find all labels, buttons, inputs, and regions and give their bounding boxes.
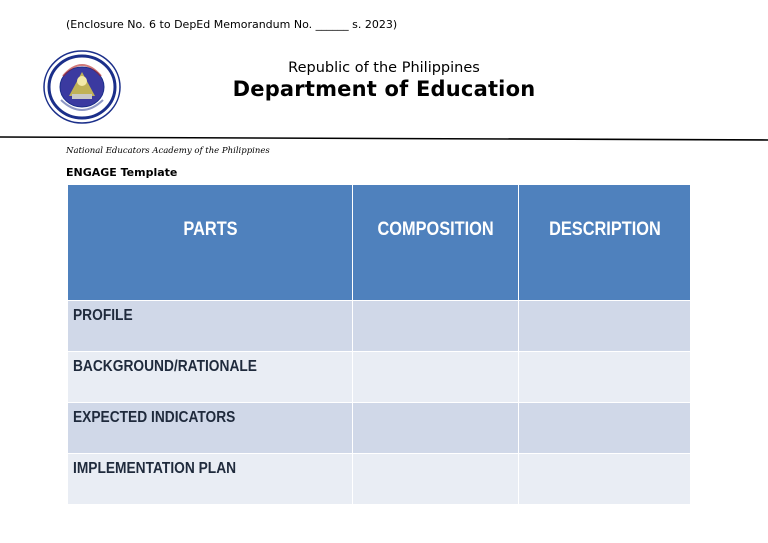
- enclosure-note: (Enclosure No. 6 to DepEd Memorandum No. ______ s. 2023): [66, 18, 398, 31]
- composition-cell[interactable]: [353, 301, 519, 352]
- description-cell[interactable]: [519, 301, 691, 352]
- composition-cell[interactable]: [353, 352, 519, 403]
- composition-cell[interactable]: [353, 454, 519, 505]
- department-title: Department of Education: [232, 77, 536, 101]
- column-header-composition: COMPOSITION: [353, 185, 519, 301]
- description-cell[interactable]: [519, 352, 691, 403]
- column-header-parts: PARTS: [68, 185, 353, 301]
- composition-cell[interactable]: [353, 403, 519, 454]
- table-header-row: [68, 185, 691, 301]
- template-title: ENGAGE Template: [66, 166, 178, 179]
- part-cell: BACKGROUND/RATIONALE: [68, 352, 353, 403]
- engage-table: [67, 184, 691, 505]
- description-cell[interactable]: [519, 403, 691, 454]
- part-cell: EXPECTED INDICATORS: [68, 403, 353, 454]
- table-row: [68, 301, 691, 352]
- column-header-description: DESCRIPTION: [519, 185, 691, 301]
- table-row: [68, 352, 691, 403]
- part-cell: PROFILE: [68, 301, 353, 352]
- neap-label: National Educators Academy of the Philippines: [66, 146, 270, 156]
- republic-heading: Republic of the Philippines: [288, 60, 480, 76]
- table-row: [68, 403, 691, 454]
- table-row: [68, 454, 691, 505]
- header-divider: [0, 135, 768, 143]
- description-cell[interactable]: [519, 454, 691, 505]
- part-cell: IMPLEMENTATION PLAN: [68, 454, 353, 505]
